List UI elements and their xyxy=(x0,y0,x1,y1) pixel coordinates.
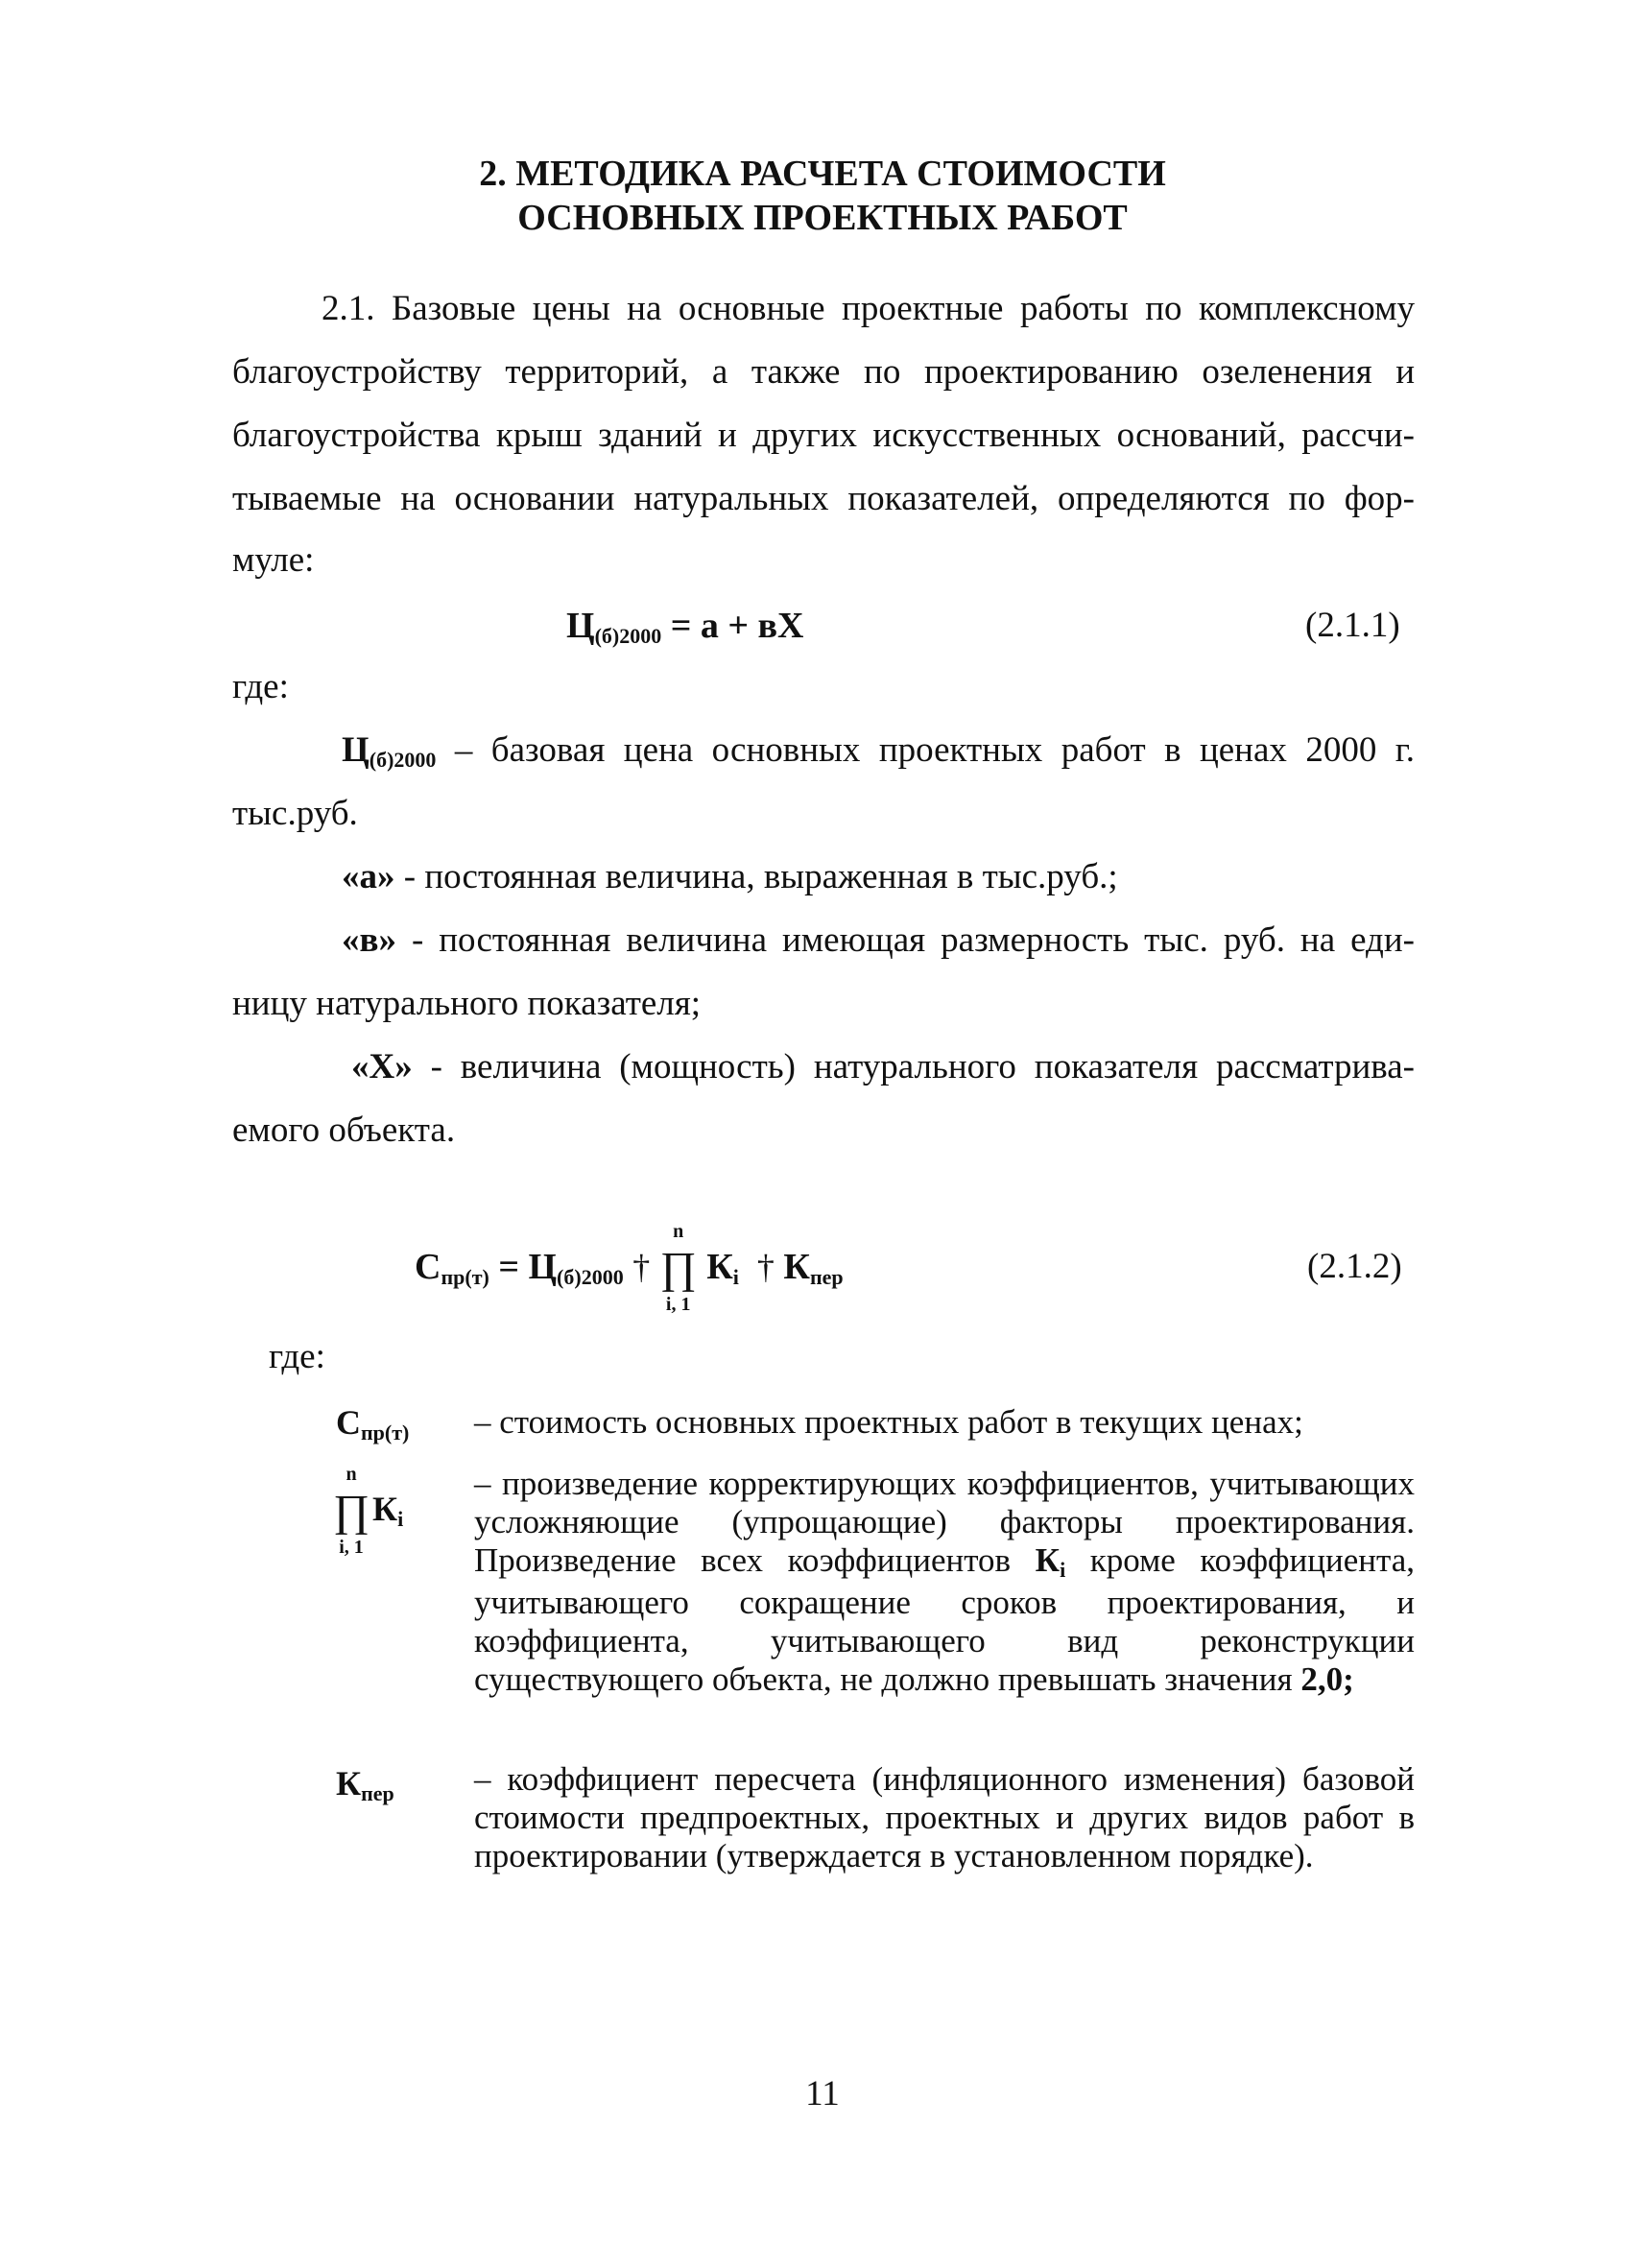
cost-symbol: С xyxy=(336,1403,361,1442)
formula-price-subscript: (б)2000 xyxy=(557,1265,624,1289)
formula-equals: = xyxy=(498,1247,519,1287)
paragraph-line: тываемые на основании натуральных показателей, определяются по фор- xyxy=(232,479,1415,518)
where-label: где: xyxy=(269,1337,325,1376)
def-price-subscript: (б)2000 xyxy=(369,748,437,772)
def-kper-text: – коэффициент пересчета (инфляционного изменения) базовой стоимости предпроектных, проектных и других видов работ в проектировании (утверждается в установленном порядке). xyxy=(474,1760,1415,1874)
def-product-symbol xyxy=(332,1465,438,1570)
section-title-line-1: 2. МЕТОДИКА РАСЧЕТА СТОИМОСТИ xyxy=(479,154,1166,194)
definition-x xyxy=(351,1046,1415,1088)
paragraph-line: 2.1. Базовые цены на основные проектные работы по комплексному xyxy=(322,289,1415,328)
definition-v xyxy=(342,919,1415,962)
formula-k-symbol: К xyxy=(706,1247,733,1287)
product-lower-limit: i, 1 xyxy=(665,1294,691,1316)
formula-operator: † xyxy=(632,1248,651,1286)
definition-price-cont: тыс.руб. xyxy=(232,794,358,833)
definition-price xyxy=(342,729,1415,776)
paragraph-line: благоустройства крыш зданий и других искусственных оснований, рассчи- xyxy=(232,416,1415,455)
where-label: где: xyxy=(232,667,289,706)
product-operator xyxy=(659,1222,698,1318)
formula-price-symbol: Ц xyxy=(528,1247,558,1287)
equation-number: (2.1.2) xyxy=(1307,1247,1402,1286)
product-sign: ∏ xyxy=(659,1243,697,1293)
def-cost-symbol xyxy=(336,1401,409,1448)
cost-subscript: пр(т) xyxy=(361,1420,410,1444)
def-v-text: - постоянная величина имеющая размерность тыс. руб. на еди- xyxy=(395,920,1415,960)
definition-v-cont: ницу натурального показателя; xyxy=(232,984,702,1023)
product-text-end: ; xyxy=(1343,1660,1354,1698)
product-text-k-subscript: i xyxy=(1060,1558,1066,1582)
def-kper-symbol xyxy=(336,1764,394,1807)
definition-x-cont: емого объекта. xyxy=(232,1110,456,1150)
def-v-symbol: «в» xyxy=(342,920,396,960)
formula-k-subscript: i xyxy=(732,1265,739,1289)
formula-2-1-2 xyxy=(415,1219,844,1315)
def-price-symbol: Ц xyxy=(342,730,370,770)
product-k-subscript: i xyxy=(397,1507,404,1531)
product-limit-value: 2,0 xyxy=(1300,1660,1344,1698)
definition-a xyxy=(342,856,1415,898)
product-operator xyxy=(332,1465,370,1561)
def-a-symbol: «а» xyxy=(342,857,395,896)
def-product-text xyxy=(474,1465,1415,1699)
formula-cost-subscript: пр(т) xyxy=(441,1265,489,1289)
formula-cost-symbol: С xyxy=(415,1247,441,1287)
product-sign: ∏ xyxy=(333,1486,370,1535)
formula-price-symbol: Ц xyxy=(566,606,595,646)
paragraph-line: благоустройству территорий, а также по проектированию озеленения и xyxy=(232,352,1415,392)
formula-kper-subscript: пер xyxy=(809,1265,844,1289)
def-x-symbol: «Х» xyxy=(351,1047,413,1086)
formula-kper-symbol: К xyxy=(783,1247,810,1287)
def-price-text: – базовая цена основных проектных работ в ценах 2000 г. xyxy=(454,730,1415,770)
def-a-text: - постоянная величина, выраженная в тыс.руб.; xyxy=(394,857,1118,896)
def-x-text: - величина (мощность) натурального показателя рассматрива- xyxy=(412,1047,1415,1086)
def-cost-text: – стоимость основных проектных работ в текущих ценах; xyxy=(474,1403,1303,1441)
product-lower-limit: i, 1 xyxy=(339,1537,364,1558)
formula-2-1-1 xyxy=(566,605,804,652)
product-text-before: – произведение корректирующих коэффициентов, учитывающих усложняющие (упрощающие) факторы проектирования. Произведение всех коэффициентов xyxy=(474,1465,1415,1579)
product-k xyxy=(372,1490,403,1533)
section-title-line-2: ОСНОВНЫХ ПРОЕКТНЫХ РАБОТ xyxy=(517,198,1128,238)
product-text-k: К xyxy=(1035,1541,1061,1579)
formula-price-subscript: (б)2000 xyxy=(594,624,662,648)
kper-subscript: пер xyxy=(361,1781,394,1805)
product-text-after: кроме коэффициента, учитывающего сокращение сроков проектирования, и коэффициента, учитывающего вид реконструкции существующего объекта, не должно превышать значения xyxy=(474,1541,1416,1698)
formula-operator: † xyxy=(756,1248,775,1286)
page-number: 11 xyxy=(805,2074,840,2113)
formula-rhs: = а + вХ xyxy=(670,606,804,646)
product-upper-limit: n xyxy=(346,1464,357,1485)
product-upper-limit: n xyxy=(673,1221,684,1243)
paragraph-line: муле: xyxy=(232,540,315,580)
product-k-symbol: К xyxy=(372,1490,398,1528)
equation-number: (2.1.1) xyxy=(1305,606,1400,645)
kper-symbol: К xyxy=(336,1764,362,1802)
